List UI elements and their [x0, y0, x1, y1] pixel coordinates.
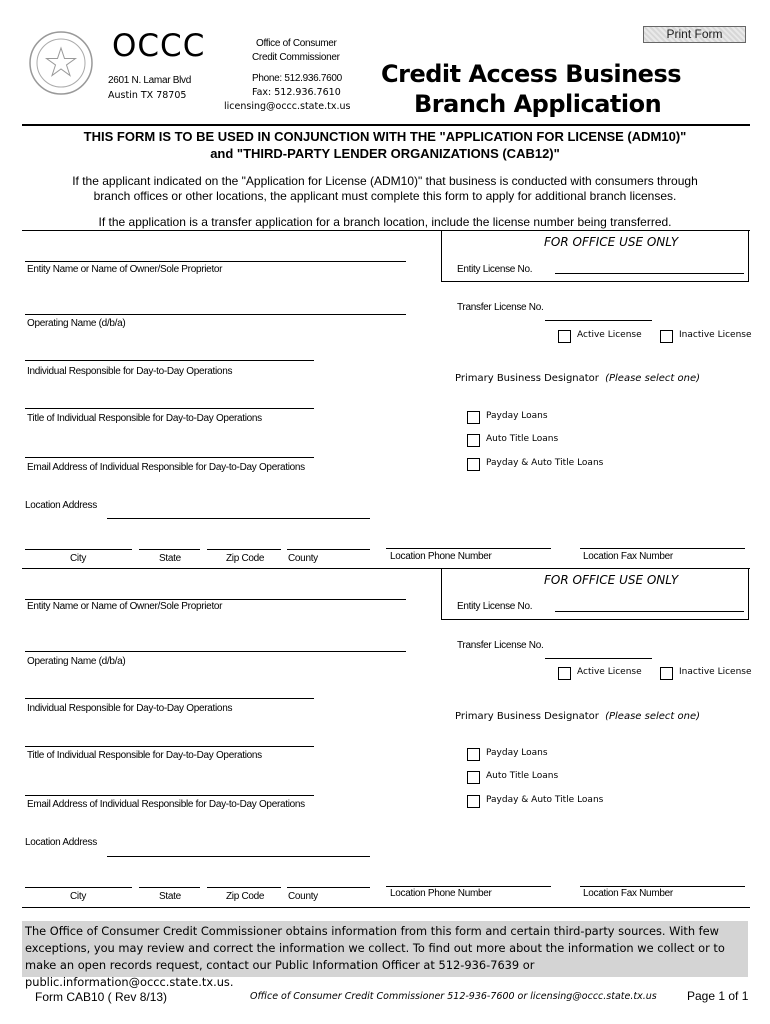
entity-name-field[interactable] — [25, 314, 406, 315]
phone-field[interactable] — [386, 548, 551, 549]
privacy-notice-text: The Office of Consumer Credit Commissioner obtains information from this form and certain third-party sources. With few exceptions, you may review and correct the information we collect. To find out more about the information we collect or to make an open records request, contact our Public Information Officer at 512-936-7639 or public.information@occc.state.tx.us. — [25, 924, 725, 989]
agency-name-line1: Office of Consumer — [256, 38, 337, 49]
payday-label: Payday Loans — [486, 411, 548, 421]
state-label: State — [159, 553, 181, 564]
texas-seal-logo — [28, 30, 94, 96]
location-address-field[interactable] — [107, 518, 370, 519]
individual-label: Individual Responsible for Day-to-Day Operations — [27, 703, 233, 714]
title-individual-field[interactable] — [25, 795, 314, 796]
operating-name-label: Operating Name (d/b/a) — [27, 318, 126, 329]
operating-name-field[interactable] — [25, 698, 314, 699]
designator-note: (Please select one) — [605, 711, 701, 722]
operating-name-field[interactable] — [25, 360, 314, 361]
agency-fax: Fax: 512.936.7610 — [252, 87, 341, 98]
payday-label: Payday Loans — [486, 748, 548, 758]
zip-field[interactable] — [207, 549, 281, 550]
inactive-license-checkbox[interactable] — [660, 667, 673, 680]
payday-checkbox[interactable] — [467, 411, 480, 424]
transfer-license-label: Transfer License No. — [457, 640, 544, 651]
intro-paragraph-2: If the application is a transfer application for a branch location, include the license number being transferred. — [98, 215, 672, 229]
intro-heading-2: and "THIRD-PARTY LENDER ORGANIZATIONS (CAB12)" — [210, 146, 560, 161]
email-individual-label: Email Address of Individual Responsible for Day-to-Day Operations — [27, 462, 305, 473]
email-individual-label: Email Address of Individual Responsible for Day-to-Day Operations — [27, 799, 305, 810]
county-label: County — [288, 891, 318, 902]
auto-title-label: Auto Title Loans — [486, 771, 559, 781]
form-id: Form CAB10 ( Rev 8/13) — [35, 990, 168, 1004]
active-license-label: Active License — [577, 667, 642, 677]
city-field[interactable] — [25, 549, 132, 550]
payday-auto-label: Payday & Auto Title Loans — [486, 458, 604, 468]
auto-title-label: Auto Title Loans — [486, 434, 559, 444]
fax-label: Location Fax Number — [583, 551, 673, 562]
designator-text: Primary Business Designator — [455, 373, 599, 384]
zip-field[interactable] — [207, 887, 281, 888]
footer-divider — [22, 907, 750, 908]
payday-auto-checkbox[interactable] — [467, 458, 480, 471]
county-label: County — [288, 553, 318, 564]
state-field[interactable] — [139, 887, 200, 888]
form-title-line1: Credit Access Business — [381, 60, 682, 88]
agency-name-line2: Credit Commissioner — [252, 52, 340, 63]
payday-checkbox[interactable] — [467, 748, 480, 761]
location-address-field[interactable] — [107, 856, 370, 857]
inactive-license-label: Inactive License — [679, 330, 752, 340]
entity-license-field[interactable] — [555, 611, 744, 612]
payday-auto-label: Payday & Auto Title Loans — [486, 795, 604, 805]
city-label: City — [70, 553, 87, 564]
agency-address-1: 2601 N. Lamar Blvd — [108, 75, 191, 86]
fax-field[interactable] — [580, 548, 745, 549]
agency-phone: Phone: 512.936.7600 — [252, 73, 342, 84]
print-form-button[interactable]: Print Form — [643, 26, 746, 43]
transfer-license-field[interactable] — [545, 658, 652, 659]
zip-label: Zip Code — [226, 553, 265, 564]
header-divider — [22, 124, 750, 126]
county-field[interactable] — [287, 887, 370, 888]
payday-auto-checkbox[interactable] — [467, 795, 480, 808]
designator-label — [455, 711, 700, 722]
auto-title-checkbox[interactable] — [467, 434, 480, 447]
location-address-label: Location Address — [25, 500, 97, 511]
city-label: City — [70, 891, 87, 902]
fax-field[interactable] — [580, 886, 745, 887]
designator-text: Primary Business Designator — [455, 711, 599, 722]
operating-name-label: Operating Name (d/b/a) — [27, 656, 126, 667]
phone-label: Location Phone Number — [390, 551, 492, 562]
active-license-label: Active License — [577, 330, 642, 340]
title-individual-label: Title of Individual Responsible for Day-to-Day Operations — [27, 413, 262, 424]
title-individual-label: Title of Individual Responsible for Day-to-Day Operations — [27, 750, 262, 761]
agency-email: licensing@occc.state.tx.us — [224, 101, 351, 112]
office-use-label: FOR OFFICE USE ONLY — [544, 235, 679, 249]
phone-label: Location Phone Number — [390, 888, 492, 899]
form-title-line2: Branch Application — [414, 90, 662, 118]
entity-license-label: Entity License No. — [457, 601, 533, 612]
state-label: State — [159, 891, 181, 902]
intro-paragraph-1a: If the applicant indicated on the "Application for License (ADM10)" that business is conducted with consumers through — [72, 174, 698, 188]
footer-contact: Office of Consumer Credit Commissioner 512-936-7600 or licensing@occc.state.tx.us — [250, 991, 657, 1002]
page-number: Page 1 of 1 — [687, 989, 749, 1003]
privacy-notice — [22, 921, 748, 989]
transfer-license-field[interactable] — [545, 320, 652, 321]
designator-label — [455, 373, 700, 384]
auto-title-checkbox[interactable] — [467, 771, 480, 784]
city-field[interactable] — [25, 887, 132, 888]
county-field[interactable] — [287, 549, 370, 550]
individual-field[interactable] — [25, 746, 314, 747]
intro-heading-1: THIS FORM IS TO BE USED IN CONJUNCTION WITH THE "APPLICATION FOR LICENSE (ADM10)" — [83, 129, 687, 144]
zip-label: Zip Code — [226, 891, 265, 902]
intro-paragraph-1b: branch offices or other locations, the applicant must complete this form to apply for additional branch licenses. — [93, 189, 677, 203]
entity-name-label: Entity Name or Name of Owner/Sole Proprietor — [27, 601, 223, 612]
active-license-checkbox[interactable] — [558, 667, 571, 680]
entity-name-field[interactable] — [25, 651, 406, 652]
location-address-label: Location Address — [25, 837, 97, 848]
fax-label: Location Fax Number — [583, 888, 673, 899]
agency-abbrev: OCCC — [112, 28, 206, 64]
inactive-license-checkbox[interactable] — [660, 330, 673, 343]
entity-license-label: Entity License No. — [457, 264, 533, 275]
state-field[interactable] — [139, 549, 200, 550]
phone-field[interactable] — [386, 886, 551, 887]
transfer-license-label: Transfer License No. — [457, 302, 544, 313]
entity-name-label: Entity Name or Name of Owner/Sole Proprietor — [27, 264, 223, 275]
active-license-checkbox[interactable] — [558, 330, 571, 343]
inactive-license-label: Inactive License — [679, 667, 752, 677]
designator-note: (Please select one) — [605, 373, 701, 384]
agency-address-2: Austin TX 78705 — [108, 90, 187, 101]
title-individual-field[interactable] — [25, 457, 314, 458]
individual-label: Individual Responsible for Day-to-Day Operations — [27, 366, 233, 377]
office-use-label: FOR OFFICE USE ONLY — [544, 573, 679, 587]
entity-license-field[interactable] — [555, 273, 744, 274]
individual-field[interactable] — [25, 408, 314, 409]
